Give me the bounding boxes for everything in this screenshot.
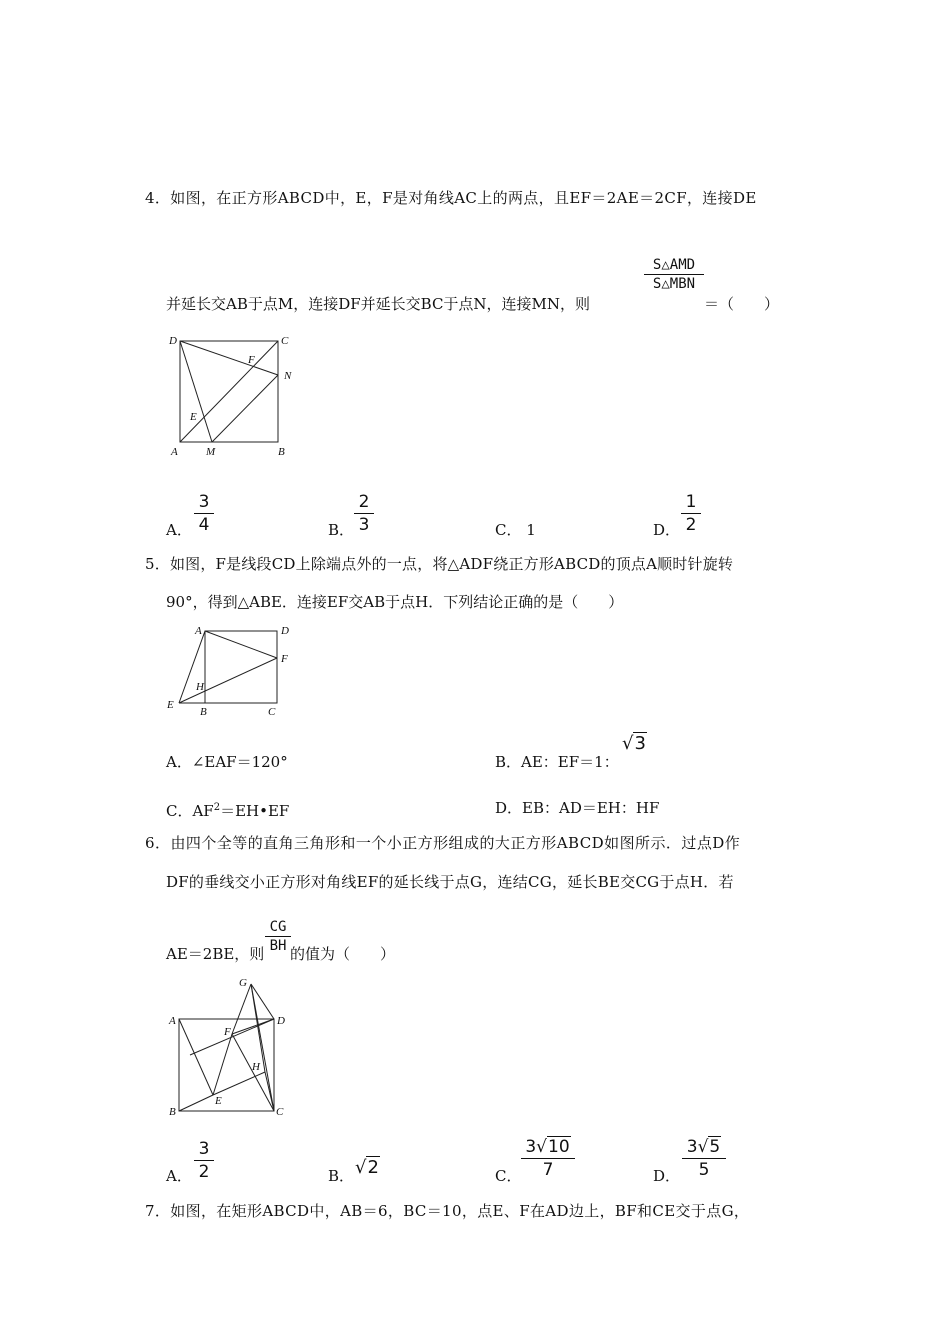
q4-line2-post: ＝（ ） (704, 295, 780, 313)
q4-area-ratio-num: S△AMD (652, 257, 696, 273)
q5-line2: 90°，得到△ABE．连接EF交AB于点H．下列结论正确的是（ ） (166, 593, 624, 611)
q4-line-dn (180, 341, 278, 375)
q6-line-ae (179, 1019, 213, 1095)
q6-option-c-frac: 3√10 7 (521, 1137, 575, 1180)
q6-option-d-label: D． (653, 1167, 681, 1185)
q4-option-c-value: 1 (526, 521, 536, 539)
q4-label-e: E (190, 411, 197, 423)
q6-option-d-frac: 3√5 5 (682, 1137, 726, 1180)
q5-figure (160, 620, 300, 720)
q4-label-d: D (169, 335, 177, 347)
q6-line-fg (232, 984, 251, 1034)
q5-option-a[interactable]: A．∠EAF＝120° (166, 753, 288, 771)
q4-option-d[interactable] (653, 520, 680, 540)
q6-ratio-num: CG (269, 919, 287, 935)
q4-label-n: N (284, 370, 292, 382)
q6-line1: 6．由四个全等的直角三角形和一个小正方形组成的大正方形ABCD如图所示．过点D作 (145, 834, 741, 852)
q7-line1: 7．如图，在矩形ABCD中，AB＝6，BC＝10，点E、F在AD边上，BF和CE交于点G， (145, 1202, 750, 1220)
q4-area-ratio-den: S△MBN (652, 276, 696, 292)
q4-line2-pre: 并延长交AB于点M，连接DF并延长交BC于点N，连接MN，则 (166, 295, 591, 313)
q5-option-c[interactable]: C．$AF^2=EH•EF$ (166, 802, 290, 820)
q4-option-b-label: B． (328, 521, 355, 539)
q4-line-dm (180, 341, 212, 442)
q6-option-a[interactable] (166, 1166, 192, 1186)
q5-option-d[interactable]: D．EB：AD＝EH：HF (495, 799, 660, 817)
q6-option-d[interactable] (653, 1166, 680, 1186)
q4-option-d-frac: 1 2 (681, 492, 701, 535)
q6-option-a-frac: 3 2 (194, 1139, 214, 1182)
q6-line2: DF的垂线交小正方形对角线EF的延长线于点G，连结CG，延长BE交CG于点H．若 (166, 873, 734, 891)
q6-ratio (265, 919, 291, 954)
q4-option-d-label: D． (653, 521, 681, 539)
q5-line-af (205, 631, 277, 658)
q4-option-b[interactable] (328, 520, 354, 540)
q4-label-a: A (171, 446, 178, 458)
q4-option-a-label: A． (166, 521, 192, 539)
q5-label-e: E (167, 699, 174, 711)
q6-line3-pre: AE＝2BE，则 (166, 945, 265, 963)
q4-figure (160, 328, 310, 460)
q4-line1: 4．如图，在正方形ABCD中，E，F是对角线AC上的两点，且EF＝2AE＝2CF，连接DE (145, 189, 757, 207)
q5-line-ef (179, 658, 277, 703)
q6-line-ef (213, 1034, 232, 1095)
q6-label-h: H (252, 1061, 260, 1073)
q6-figure (160, 972, 300, 1120)
q6-ratio-den: BH (269, 938, 287, 954)
q6-label-g: G (239, 977, 247, 989)
q5-label-f: F (281, 653, 288, 665)
q5-label-h: H (196, 681, 204, 693)
q6-line-be (179, 1095, 213, 1111)
q6-label-d: D (277, 1015, 285, 1027)
q4-diagonal-ac (180, 341, 278, 442)
q4-line-mn (212, 375, 278, 442)
q6-label-f: F (224, 1026, 231, 1038)
q6-option-a-label: A． (166, 1167, 192, 1185)
q4-option-a[interactable] (166, 520, 192, 540)
q6-option-b-label: B． (328, 1167, 355, 1185)
q4-option-a-frac: 3 4 (194, 492, 214, 535)
q5-line1: 5．如图，F是线段CD上除端点外的一点，将△ADF绕正方形ABCD的顶点A顺时针旋转 (145, 555, 734, 573)
q6-option-b-sqrt: √2 (355, 1157, 379, 1178)
q6-label-e: E (215, 1095, 222, 1107)
q6-option-b[interactable] (328, 1166, 354, 1186)
q4-option-c[interactable] (495, 520, 536, 540)
q4-option-c-label: C． (495, 521, 522, 539)
q6-line-fd (232, 1019, 274, 1034)
q6-label-c: C (276, 1106, 284, 1118)
q5-label-d: D (281, 625, 289, 637)
q4-label-f: F (248, 354, 255, 366)
q5-label-c: C (268, 706, 276, 718)
q5-option-b[interactable] (495, 752, 619, 772)
q5-option-b-sqrt: √3 (622, 733, 646, 754)
q6-label-a: A (169, 1015, 176, 1027)
q5-label-b: B (200, 706, 207, 718)
q6-label-b: B (169, 1106, 176, 1118)
q6-line3-post: 的值为（ ） (290, 945, 396, 963)
q5-option-b-text: B．AE：EF＝1： (495, 753, 619, 771)
q6-line-eh (213, 1072, 265, 1095)
q5-square (205, 631, 277, 703)
q4-label-c: C (281, 335, 289, 347)
q4-label-b: B (278, 446, 285, 458)
q5-option-b-radicand: 3 (634, 733, 646, 754)
q6-option-c-label: C． (495, 1167, 522, 1185)
q6-line-hc (265, 1072, 274, 1111)
q4-area-ratio (644, 257, 704, 292)
q4-label-m: M (206, 446, 216, 458)
q5-label-a: A (195, 625, 202, 637)
q6-option-c[interactable] (495, 1166, 521, 1186)
q4-option-b-frac: 2 3 (354, 492, 374, 535)
